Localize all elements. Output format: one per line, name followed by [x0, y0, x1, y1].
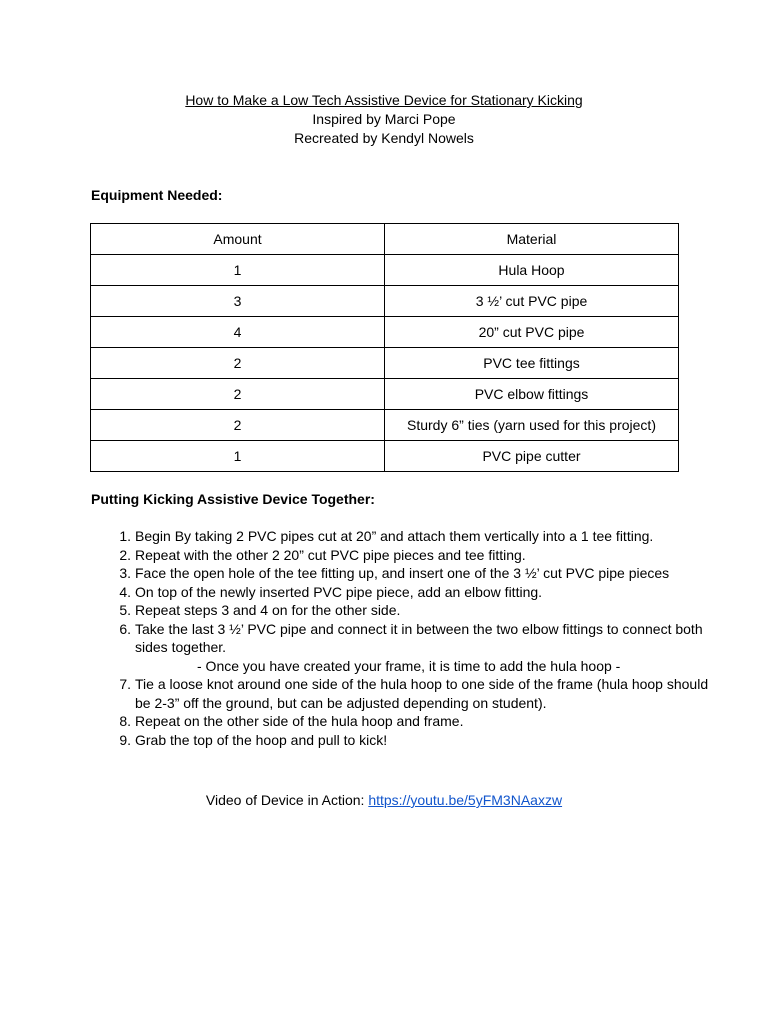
- step-text: Grab the top of the hoop and pull to kick!: [135, 731, 388, 748]
- amount-cell: 3: [91, 286, 385, 317]
- material-cell: PVC elbow fittings: [385, 379, 679, 410]
- list-item: [119, 527, 715, 546]
- column-header-material: Material: [385, 224, 679, 255]
- step-number: 7.: [119, 676, 131, 692]
- amount-cell: 2: [91, 379, 385, 410]
- list-item: [119, 675, 715, 712]
- video-label: Video of Device in Action:: [205, 792, 369, 808]
- frame-note: [135, 657, 715, 676]
- material-cell: 3 ½’ cut PVC pipe: [385, 286, 679, 317]
- list-item: [119, 731, 715, 750]
- video-link[interactable]: https://youtu.be/5yFM3NAaxzw: [368, 792, 563, 808]
- amount-cell: 4: [91, 317, 385, 348]
- equipment-table: [90, 223, 679, 472]
- table-row: [91, 441, 679, 472]
- table-row: [91, 379, 679, 410]
- step-number: 5.: [119, 602, 131, 618]
- step-text: On top of the newly inserted PVC pipe piece, add an elbow fitting.: [135, 583, 543, 600]
- list-item: [119, 546, 715, 565]
- step-number: 8.: [119, 713, 131, 729]
- video-line: [0, 791, 768, 810]
- inspired-by-line: Inspired by Marci Pope: [312, 111, 456, 127]
- table-row: [91, 286, 679, 317]
- step-number: 6.: [119, 620, 131, 637]
- step-number: 1.: [119, 528, 131, 544]
- amount-cell: 2: [91, 410, 385, 441]
- table-row: [91, 255, 679, 286]
- step-number: 4.: [119, 583, 131, 600]
- step-text: Repeat steps 3 and 4 on for the other side.: [135, 602, 401, 618]
- table-row: [91, 348, 679, 379]
- amount-cell: 1: [91, 255, 385, 286]
- amount-cell: 2: [91, 348, 385, 379]
- step-number: 3.: [119, 565, 131, 581]
- step-text: Tie a loose knot around one side of the hula hoop to one side of the frame (hula hoop should be 2-3” off the ground, but can be adjusted depending on student).: [135, 676, 709, 711]
- material-cell: PVC pipe cutter: [385, 441, 679, 472]
- document-header: [0, 91, 768, 148]
- document-title: How to Make a Low Tech Assistive Device for Stationary Kicking: [185, 92, 583, 108]
- table-header-row: [91, 224, 679, 255]
- list-item: [119, 620, 715, 657]
- step-text: Take the last 3 ½’ PVC pipe and connect it in between the two elbow fittings to connect both sides together.: [135, 620, 703, 655]
- note-text: - Once you have created your frame, it is time to add the hula hoop -: [197, 657, 621, 674]
- table-row: [91, 410, 679, 441]
- step-number: 9.: [119, 731, 131, 748]
- step-number: 2.: [119, 546, 131, 563]
- material-cell: 20” cut PVC pipe: [385, 317, 679, 348]
- step-text: Repeat with the other 2 20” cut PVC pipe pieces and tee fitting.: [135, 546, 526, 563]
- table-row: [91, 317, 679, 348]
- list-item: [119, 583, 715, 602]
- list-item: [119, 712, 715, 731]
- equipment-heading: Equipment Needed:: [91, 187, 223, 203]
- material-cell: Sturdy 6” ties (yarn used for this project): [385, 410, 679, 441]
- recreated-by-line: Recreated by Kendyl Nowels: [294, 130, 474, 146]
- material-cell: PVC tee fittings: [385, 348, 679, 379]
- column-header-amount: Amount: [91, 224, 385, 255]
- material-cell: Hula Hoop: [385, 255, 679, 286]
- amount-cell: 1: [91, 441, 385, 472]
- step-text: Repeat on the other side of the hula hoop and frame.: [135, 713, 464, 729]
- steps-heading: Putting Kicking Assistive Device Together:: [91, 491, 375, 507]
- list-item: [119, 564, 715, 583]
- step-text: Face the open hole of the tee fitting up, and insert one of the 3 ½’ cut PVC pipe pieces: [135, 565, 670, 581]
- list-item: [119, 601, 715, 620]
- step-text: Begin By taking 2 PVC pipes cut at 20” and attach them vertically into a 1 tee fitting.: [135, 528, 654, 544]
- steps-list: [91, 527, 715, 749]
